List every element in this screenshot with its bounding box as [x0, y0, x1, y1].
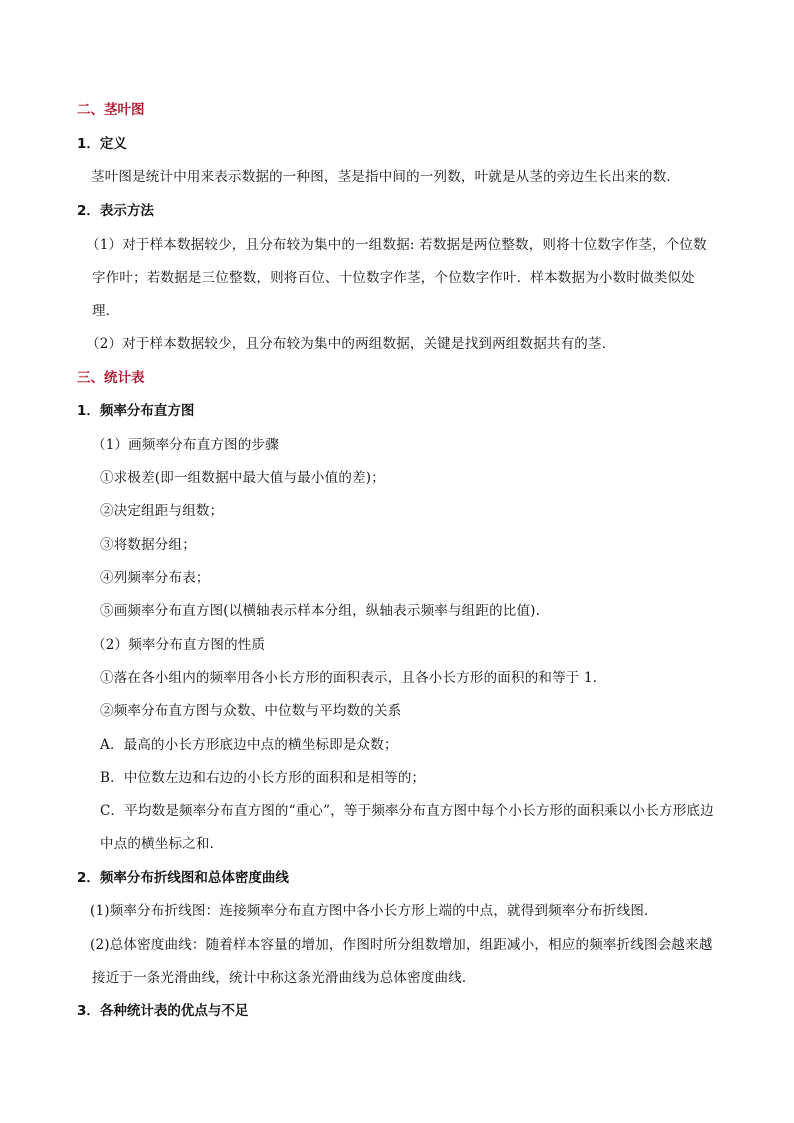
histogram-properties-title: （2）频率分布直方图的性质 — [92, 637, 266, 653]
histogram-property-c-line-2: 中点的横坐标之和． — [100, 836, 224, 852]
histogram-property-a: A．最高的小长方形底边中点的横坐标即是众数； — [100, 737, 398, 753]
histogram-step-2: ②决定组距与组数； — [100, 503, 224, 519]
method-paragraph-1-line-1: （1）对于样本数据较少，且分布较为集中的一组数据: 若数据是两位整数，则将十位数字作茎，个位数 — [86, 237, 707, 253]
histogram-step-3: ③将数据分组； — [100, 537, 196, 553]
polygon-paragraph-2-line-1: (2)总体密度曲线：随着样本容量的增加，作图时所分组数增加，组距减小，相应的频率折线图会越来越 — [90, 937, 713, 953]
histogram-step-1: ①求极差(即一组数据中最大值与最小值的差)； — [100, 470, 385, 486]
subsection-title-definition: 1．定义 — [77, 136, 127, 152]
section-title-stat-table: 三、统计表 — [77, 370, 145, 386]
histogram-step-5: ⑤画频率分布直方图(以横轴表示样本分组，纵轴表示频率与组距的比值). — [100, 603, 541, 619]
method-paragraph-1-line-3: 理． — [92, 303, 120, 319]
subsection-title-method: 2．表示方法 — [77, 203, 154, 219]
method-paragraph-1-line-2: 字作叶；若数据是三位整数，则将百位、十位数字作茎，个位数字作叶．样本数据为小数时做类似处 — [92, 270, 695, 286]
histogram-step-4: ④列频率分布表； — [100, 570, 210, 586]
method-paragraph-2: （2）对于样本数据较少，且分布较为集中的两组数据，关键是找到两组数据共有的茎． — [86, 336, 616, 352]
histogram-property-1: ①落在各小组内的频率用各小长方形的面积表示，且各小长方形的面积的和等于 1. — [100, 670, 598, 686]
subsection-title-pros-cons: 3．各种统计表的优点与不足 — [77, 1003, 249, 1019]
histogram-property-c-line-1: C．平均数是频率分布直方图的“重心”，等于频率分布直方图中每个小长方形的面积乘以小长方形底边 — [100, 803, 714, 819]
definition-text: 茎叶图是统计中用来表示数据的一种图，茎是指中间的一列数，叶就是从茎的旁边生长出来的数． — [91, 169, 681, 185]
polygon-paragraph-2-line-2: 接近于一条光滑曲线，统计中称这条光滑曲线为总体密度曲线． — [92, 970, 476, 986]
subsection-title-histogram: 1．频率分布直方图 — [77, 403, 195, 419]
histogram-property-2: ②频率分布直方图与众数、中位数与平均数的关系 — [100, 703, 402, 719]
histogram-steps-title: （1）画频率分布直方图的步骤 — [92, 437, 279, 453]
histogram-property-b: B．中位数左边和右边的小长方形的面积和是相等的； — [100, 770, 426, 786]
subsection-title-polygon: 2．频率分布折线图和总体密度曲线 — [77, 870, 289, 886]
polygon-paragraph-1: (1)频率分布折线图：连接频率分布直方图中各小长方形上端的中点，就得到频率分布折线图． — [90, 903, 658, 919]
section-title-stem-leaf: 二、茎叶图 — [77, 102, 145, 118]
